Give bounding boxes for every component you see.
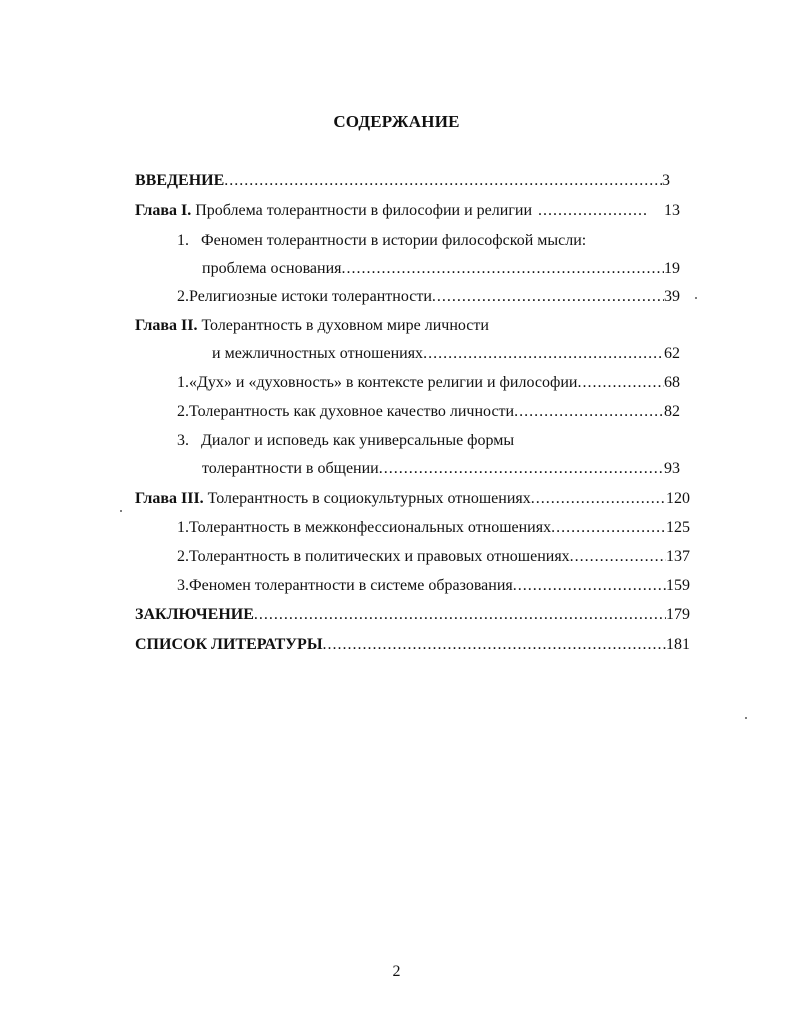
- toc-page-number: 62: [664, 345, 680, 362]
- toc-entry-conclusion: [135, 604, 690, 626]
- toc-page-number: 125: [666, 519, 690, 536]
- toc-entry-label: Толерантность в социокультурных отношениях: [203, 490, 531, 507]
- toc-section-number: 2.: [177, 288, 189, 305]
- toc-entry-label: СПИСОК ЛИТЕРАТУРЫ: [135, 636, 323, 653]
- toc-chapter-prefix: Глава I.: [135, 202, 192, 219]
- toc-entry-section-1-2: [177, 286, 680, 308]
- toc-section-number: 2.: [177, 548, 189, 565]
- toc-entry-label: ЗАКЛЮЧЕНИЕ: [135, 606, 254, 623]
- toc-leader-dots: [254, 604, 666, 626]
- toc-entry-label: Диалог и исповедь как универсальные формы: [201, 432, 515, 449]
- toc-leader-dots: [379, 458, 664, 480]
- toc-page-number: 159: [666, 577, 690, 594]
- toc-page-number: 82: [664, 403, 680, 420]
- toc-leader-dots: [538, 200, 646, 222]
- toc-entry-chapter-2-continued: [212, 343, 680, 365]
- toc-entry-label: Толерантность как духовное качество личности: [189, 403, 515, 420]
- toc-leader-dots: [570, 546, 666, 568]
- toc-entry-chapter-3: [135, 488, 690, 510]
- toc-entry-section-2-2: [177, 401, 680, 423]
- toc-section-number: 3.: [177, 432, 189, 449]
- toc-page-number: 68: [664, 374, 680, 391]
- toc-entry-label: Феномен толерантности в истории философской мысли:: [201, 232, 587, 249]
- toc-section-number: 2.: [177, 403, 189, 420]
- toc-leader-dots: [577, 372, 664, 394]
- toc-entry-section-2-3: [177, 430, 647, 452]
- toc-page-number: 39: [664, 288, 680, 305]
- toc-page-number: 179: [666, 606, 690, 623]
- scan-speck: [695, 297, 697, 299]
- toc-section-number: 3.: [177, 577, 189, 594]
- toc-entry-label: толерантности в общении: [202, 460, 379, 477]
- toc-entry-label: Религиозные истоки толерантности: [189, 288, 432, 305]
- toc-entry-section-3-2: [177, 546, 690, 568]
- toc-entry-label: Толерантность в духовном мире личности: [197, 317, 489, 334]
- toc-entry-label: Толерантность в политических и правовых отношениях: [189, 548, 570, 565]
- toc-entry-chapter-2: [135, 315, 635, 337]
- toc-entry-section-3-3: [177, 575, 690, 597]
- toc-entry-label: Толерантность в межконфессиональных отношениях: [189, 519, 552, 536]
- toc-entry-label: Проблема толерантности в философии и религии: [191, 202, 533, 219]
- toc-page-number: 137: [666, 548, 690, 565]
- toc-entry-section-2-1: [177, 372, 680, 394]
- toc-page-number: 19: [664, 260, 680, 277]
- toc-leader-dots: [224, 170, 662, 192]
- toc-entry-introduction: [135, 170, 670, 192]
- toc-leader-dots: [551, 517, 666, 539]
- toc-leader-dots: [342, 258, 665, 280]
- toc-entry-section-1-1-continued: [202, 258, 680, 280]
- toc-entry-section-1-1: [177, 230, 647, 252]
- toc-entry-bibliography: [135, 634, 690, 656]
- toc-page-number: 181: [666, 636, 690, 653]
- toc-leader-dots: [531, 488, 666, 510]
- toc-page-number: 120: [666, 490, 690, 507]
- toc-section-number: 1.: [177, 232, 189, 249]
- toc-entry-section-2-3-continued: [202, 458, 680, 480]
- toc-page-number: 13: [664, 202, 680, 219]
- scan-speck: [745, 717, 747, 719]
- toc-title: СОДЕРЖАНИЕ: [333, 112, 460, 131]
- toc-leader-dots: [513, 575, 666, 597]
- toc-entry-chapter-1: [135, 200, 680, 222]
- toc-entry-label: проблема основания: [202, 260, 342, 277]
- toc-leader-dots: [423, 343, 664, 365]
- toc-entry-section-3-1: [177, 517, 690, 539]
- toc-chapter-prefix: Глава II.: [135, 317, 198, 334]
- scan-speck: [120, 510, 122, 512]
- toc-leader-dots: [323, 634, 666, 656]
- toc-section-number: 1.: [177, 519, 189, 536]
- toc-leader-dots: [432, 286, 664, 308]
- toc-chapter-prefix: Глава III.: [135, 490, 204, 507]
- toc-entry-label: ВВЕДЕНИЕ: [135, 172, 225, 189]
- toc-page-number: 3: [662, 172, 670, 189]
- page-number: 2: [392, 963, 401, 980]
- toc-page-number: 93: [664, 460, 680, 477]
- toc-section-number: 1.: [177, 374, 189, 391]
- toc-entry-label: и межличностных отношениях: [212, 345, 424, 362]
- toc-leader-dots: [514, 401, 664, 423]
- toc-entry-label: Феномен толерантности в системе образования: [189, 577, 513, 594]
- toc-entry-label: «Дух» и «духовность» в контексте религии и философии: [189, 374, 578, 391]
